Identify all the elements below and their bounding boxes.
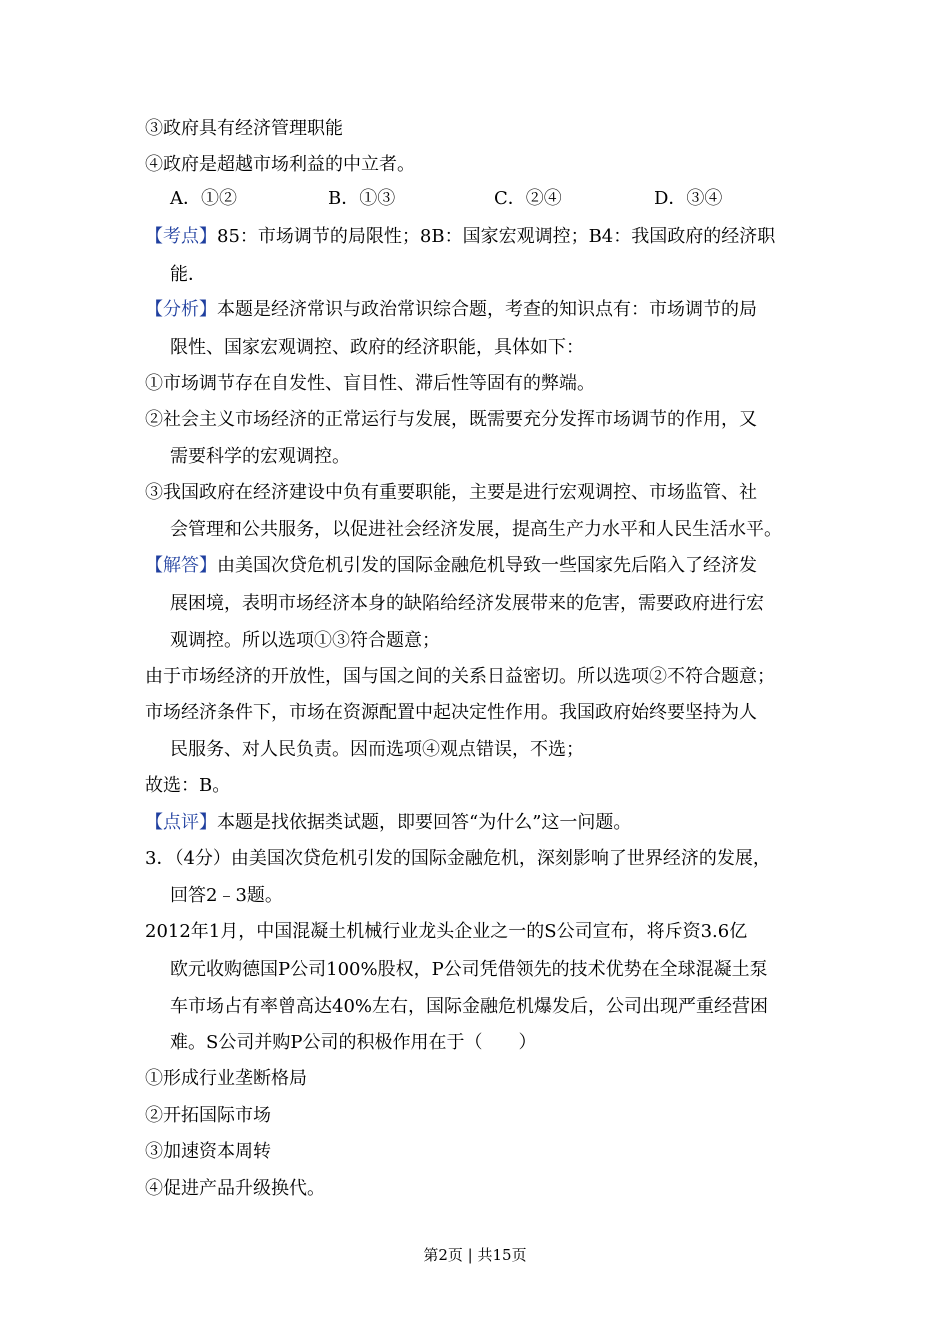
q3-material-line-1: 2012年1月，中国混凝土机械行业龙头企业之一的S公司宣布，将斥资3.6亿 (145, 921, 748, 942)
jieda-line-2: 展困境，表明市场经济本身的缺陷给经济发展带来的危害，需要政府进行宏 (170, 593, 764, 614)
fenxi-tag: 【分析】 (145, 299, 217, 320)
q3-item-1: ①形成行业垄断格局 (145, 1068, 307, 1089)
jieda-line-1: 【解答】由美国次贷危机引发的国际金融危机导致一些国家先后陷入了经济发 (145, 555, 757, 576)
q3-item-3: ③加速资本周转 (145, 1141, 271, 1162)
q2-item-3: ③政府具有经济管理职能 (145, 118, 343, 139)
q3-material-line-3: 车市场占有率曾高达40%左右，国际金融危机爆发后，公司出现严重经营困 (170, 996, 769, 1017)
dianping-tag: 【点评】 (145, 812, 217, 833)
kaodian-tag: 【考点】 (145, 226, 217, 247)
option-c: C．②④ (494, 188, 562, 209)
jieda-line-3: 观调控。所以选项①③符合题意； (170, 630, 440, 651)
fenxi-line-4: ②社会主义市场经济的正常运行与发展，既需要充分发挥市场调节的作用，又 (145, 409, 757, 430)
option-b: B．①③ (328, 188, 396, 209)
q3-item-4: ④促进产品升级换代。 (145, 1178, 325, 1199)
option-a: A．①② (170, 188, 237, 209)
fenxi-line-5: 需要科学的宏观调控。 (170, 446, 350, 467)
jieda-line-7: 故选：B。 (145, 775, 231, 796)
q3-stem-line-2: 回答2﹣3题。 (170, 885, 283, 906)
q3-item-2: ②开拓国际市场 (145, 1105, 271, 1126)
jieda-line-4: 由于市场经济的开放性，国与国之间的关系日益密切。所以选项②不符合题意； (145, 666, 775, 687)
dianping-line: 【点评】本题是找依据类试题，即要回答“为什么”这一问题。 (145, 812, 632, 833)
fenxi-line-1: 【分析】本题是经济常识与政治常识综合题，考查的知识点有：市场调节的局 (145, 299, 757, 320)
option-d: D．③④ (654, 188, 723, 209)
q2-item-4: ④政府是超越市场利益的中立者。 (145, 154, 415, 175)
kaodian-line-1: 【考点】85：市场调节的局限性；8B：国家宏观调控；B4：我国政府的经济职 (145, 226, 776, 247)
jieda-line-6: 民服务、对人民负责。因而选项④观点错误，不选； (170, 739, 584, 760)
jieda-tag: 【解答】 (145, 555, 217, 576)
fenxi-line-3: ①市场调节存在自发性、盲目性、滞后性等固有的弊端。 (145, 373, 595, 394)
fenxi-line-6: ③我国政府在经济建设中负有重要职能，主要是进行宏观调控、市场监管、社 (145, 482, 757, 503)
q3-material-line-2: 欧元收购德国P公司100%股权，P公司凭借领先的技术优势在全球混凝土泵 (170, 959, 768, 980)
fenxi-line-7: 会管理和公共服务，以促进社会经济发展，提高生产力水平和人民生活水平。 (170, 519, 782, 540)
fenxi-line-2: 限性、国家宏观调控、政府的经济职能，具体如下： (170, 337, 584, 358)
jieda-line-5: 市场经济条件下，市场在资源配置中起决定性作用。我国政府始终要坚持为人 (145, 702, 757, 723)
q3-material-line-4: 难。S公司并购P公司的积极作用在于（ ） (170, 1032, 537, 1053)
q3-stem-line-1: 3．（4分）由美国次贷危机引发的国际金融危机，深刻影响了世界经济的发展， (145, 848, 771, 869)
kaodian-line-2: 能． (170, 264, 206, 285)
page-footer: 第2页 | 共15页 (423, 1246, 527, 1264)
